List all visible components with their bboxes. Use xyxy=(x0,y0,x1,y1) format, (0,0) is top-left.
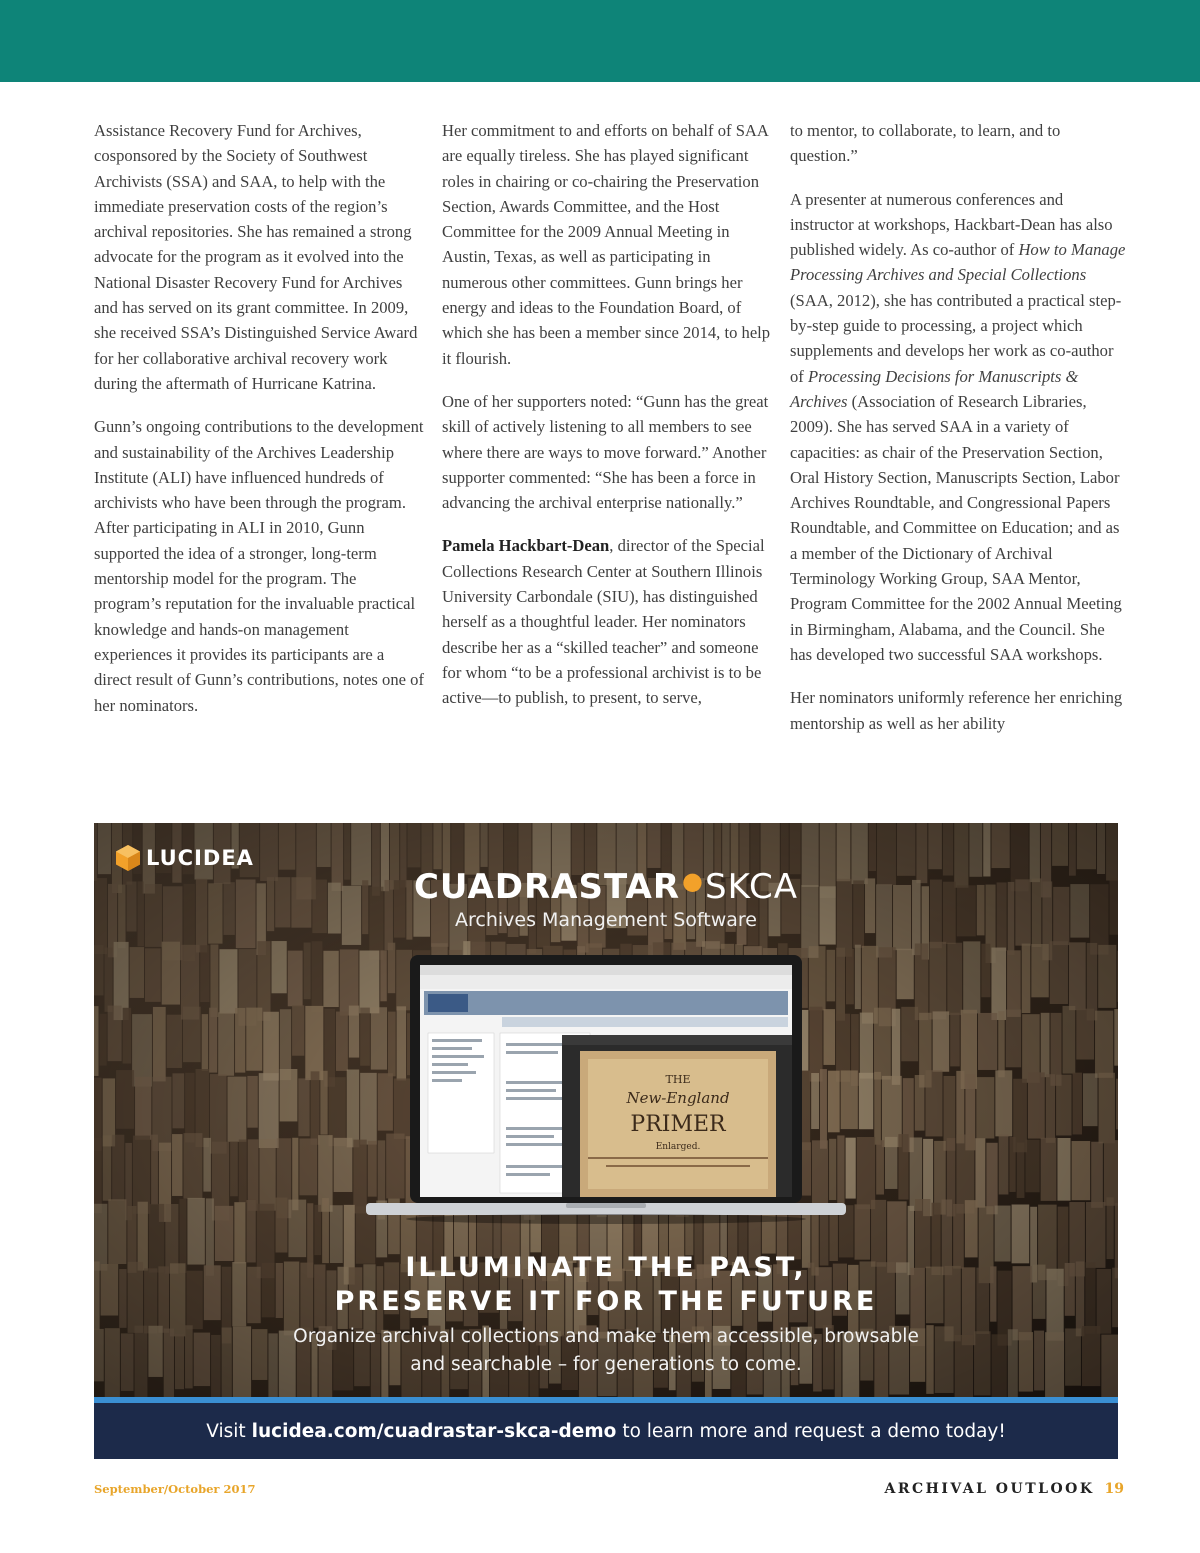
book-text: THE xyxy=(665,1073,691,1086)
paragraph: Assistance Recovery Fund for Archives, cosponsored by the Society of Southwest Archivists (SSA) and SAA, to help with the immediate preservation costs of the region’s archival repositories. She has remained a strong advocate for the program as it evolved into the National Disaster Recovery Fund for Archives and has served on its grant committee. In 2009, she received SSA’s Distinguished Service Award for her collaborative archival recovery work during the aftermath of Hurricane Katrina. xyxy=(94,121,418,393)
book-title: How to Manage Processing Archives and Special Collections xyxy=(790,240,1126,285)
product-name-bold: CUADRASTAR xyxy=(413,867,681,907)
product-tagline: Archives Management Software xyxy=(455,909,757,931)
book-title: Processing Decisions for Manuscripts & Archives xyxy=(790,366,1079,411)
publication-title: ARCHIVAL OUTLOOK xyxy=(884,1481,1095,1497)
paragraph: Her nominators uniformly reference her enriching mentorship as well as her ability xyxy=(790,688,1123,733)
running-footer xyxy=(885,1481,1124,1497)
paragraph-text: (SAA, 2012), she has contributed a practical step-by-step guide to processing, a project which supplements and develops her work as co-author of xyxy=(790,290,1122,386)
text-column-2 xyxy=(442,118,778,729)
cta-text: Visit xyxy=(206,1420,246,1442)
book-text: New-England xyxy=(626,1089,730,1107)
demo-link[interactable]: lucidea.com/cuadrastar-skca-demo xyxy=(251,1420,617,1442)
product-name xyxy=(94,867,1118,907)
page-number: 19 xyxy=(1104,1481,1124,1497)
ad-subheadline xyxy=(94,1323,1118,1379)
paragraph-text: , director of the Special Collections Research Center at Southern Illinois University Carbondale (SIU), has distinguished herself as a thoughtful leader. Her nominators describe her as a “skilled teacher” and someone for whom “to be a professional archivist is to be active—to publish, to present, to serve, xyxy=(442,536,765,708)
product-name-light: SKCA xyxy=(705,867,799,907)
ad-cta-bar[interactable] xyxy=(94,1403,1118,1459)
issue-date: September/October 2017 xyxy=(94,1482,256,1496)
subheadline-line: and searchable – for generations to come. xyxy=(410,1354,802,1375)
book-text: Enlarged. xyxy=(655,1142,701,1152)
paragraph: Her commitment to and efforts on behalf of SAA are equally tireless. She has played significant roles in chairing or co-chairing the Preservation Section, Awards Committee, and the Host Committee for the 2009 Annual Meeting in Austin, Texas, as well as participating in numerous other committees. Gunn brings her energy and ideas to the Foundation Board, of which she has been a member since 2014, to help it flourish. xyxy=(442,121,771,368)
headline-line: PRESERVE IT FOR THE FUTURE xyxy=(334,1286,878,1317)
paragraph: Gunn’s ongoing contributions to the development and sustainability of the Archives Leadership Institute (ALI) have influenced hundreds of archivists who have been through the program. After participating in ALI in 2010, Gunn supported the idea of a stronger, long-term mentorship model for the program. The program’s reputation for the invaluable practical knowledge and hands-on management experiences it provides its participants are a direct result of Gunn’s contributions, notes one of her nominators. xyxy=(94,417,424,715)
ad-headline xyxy=(94,1251,1118,1319)
honoree-name: Pamela Hackbart-Dean xyxy=(442,536,610,556)
laptop-screenshot xyxy=(366,951,846,1233)
text-column-1 xyxy=(94,118,426,736)
text-column-3 xyxy=(790,118,1126,754)
book-text: PRIMER xyxy=(630,1112,726,1137)
paragraph-text: (Association of Research Libraries, 2009). She has served SAA in a variety of capacities: as chair of the Preservation Section, Oral History Section, Manuscripts Section, Labor Archives Roundtable, and Congressional Papers Roundtable, and Committee on Education; and as a member of the Dictionary of Archival Terminology Working Group, SAA Mentor, Program Committee for the 2002 Annual Meeting in Birmingham, Alabama, and the Council. She has developed two successful SAA workshops. xyxy=(790,391,1122,664)
bullet-icon: ● xyxy=(682,867,703,895)
paragraph-text: A presenter at numerous conferences and instructor at workshops, Hackbart-Dean has also published widely. As co-author of xyxy=(790,189,1113,260)
logo-text: LUCIDEA xyxy=(146,846,254,870)
paragraph: to mentor, to collaborate, to learn, and to question.” xyxy=(790,121,1061,166)
header-band xyxy=(0,0,1200,82)
paragraph xyxy=(442,533,778,710)
paragraph xyxy=(790,187,1126,668)
headline-line: ILLUMINATE THE PAST, xyxy=(405,1252,807,1283)
advertisement xyxy=(94,823,1118,1459)
paragraph: One of her supporters noted: “Gunn has the great skill of actively listening to all members to see where there are ways to move forward.” Another supporter commented: “She has been a force in advancing the archival enterprise nationally.” xyxy=(442,391,769,513)
cta-text: to learn more and request a demo today! xyxy=(622,1420,1006,1442)
subheadline-line: Organize archival collections and make them accessible, browsable xyxy=(293,1326,919,1347)
